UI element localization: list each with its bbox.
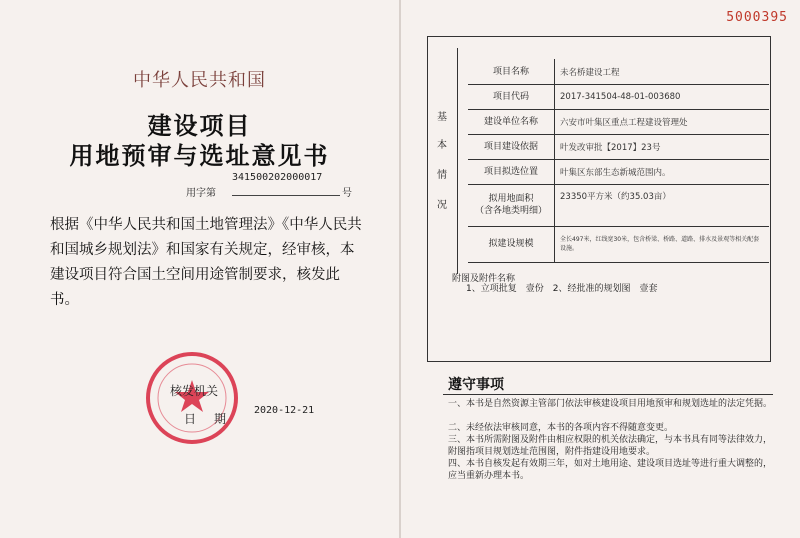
row-value: 未名桥建设工程 — [560, 67, 620, 78]
certificate-body-text: 根据《中华人民共和国土地管理法》《中华人民共和国城乡规划法》和国家有关规定，经审核，本建设项目符合国土空间用途管制要求，核发此书。 — [50, 217, 362, 308]
date-label: 日期 — [184, 412, 245, 426]
table-row — [468, 159, 769, 185]
issuer-label: 核发机关 — [170, 384, 219, 398]
row-label: 项目名称 — [468, 59, 555, 84]
side-char-3: 情 — [437, 170, 447, 181]
side-char-2: 本 — [437, 140, 447, 151]
certificate-number-underline — [232, 195, 340, 196]
row-value: 六安市叶集区重点工程建设管理处 — [560, 117, 688, 128]
row-value: 23350平方米（约35.03亩） — [560, 192, 671, 202]
document-title-line2: 用地预审与选址意见书 — [69, 142, 330, 170]
row-label: 项目建设依据 — [468, 134, 555, 159]
row-label: 拟建设规模 — [468, 226, 555, 262]
table-row — [468, 134, 769, 160]
document-title-line1: 建设项目 — [147, 112, 252, 140]
table-row — [468, 59, 769, 85]
table-row — [468, 109, 769, 135]
row-label: 建设单位名称 — [468, 109, 555, 134]
certificate-number: 341500202000017 — [232, 172, 323, 183]
country-heading: 中华人民共和国 — [133, 70, 266, 91]
row-value: 叶发改审批【2017】23号 — [560, 142, 661, 153]
attachments-list: 1、立项批复 壹份 2、经批准的规划图 壹套 — [466, 284, 658, 294]
basic-info-side-label — [427, 48, 458, 274]
row-value: 2017-341504-48-01-003680 — [560, 91, 681, 102]
yongzi-label: 用字第 — [186, 188, 216, 199]
row-label: 拟用地面积 （含各地类明细） — [468, 184, 555, 226]
hao-label: 号 — [342, 188, 352, 199]
side-char-1: 基 — [437, 112, 447, 123]
table-row — [468, 84, 769, 110]
notice-item: 三、本书所需附图及附件由相应权限的机关依法确定，与本书具有同等法律效力，附图指项目规划选址范围图，附件指建设用地要求。 — [448, 435, 773, 457]
notice-divider — [443, 394, 773, 395]
notice-item: 一、本书是自然资源主管部门依法审核建设项目用地预审和规划选址的法定凭据。 — [448, 399, 773, 409]
table-row — [468, 184, 769, 227]
notice-item: 二、未经依法审核同意，本书的各项内容不得随意变更。 — [448, 423, 674, 433]
notice-title: 遵守事项 — [448, 377, 504, 393]
row-value: 全长497米，红线宽30米，包含桥梁、桥路、道路、排水及景观等相关配套设施。 — [560, 236, 760, 252]
notice-item: 四、本书自核发起有效期三年，如对土地用途、建设项目选址等进行重大调整的，应当重新办理本书。 — [448, 459, 773, 481]
issue-date: 2020-12-21 — [254, 405, 315, 416]
row-label: 项目拟选位置 — [468, 159, 555, 184]
row-label: 项目代码 — [468, 84, 555, 109]
table-row — [468, 226, 769, 263]
row-value: 叶集区东部生态新城范围内。 — [560, 167, 671, 178]
serial-number: 5000395 — [726, 10, 788, 25]
attachments-title: 附图及附件名称 — [452, 274, 516, 284]
side-char-4: 况 — [437, 200, 447, 211]
